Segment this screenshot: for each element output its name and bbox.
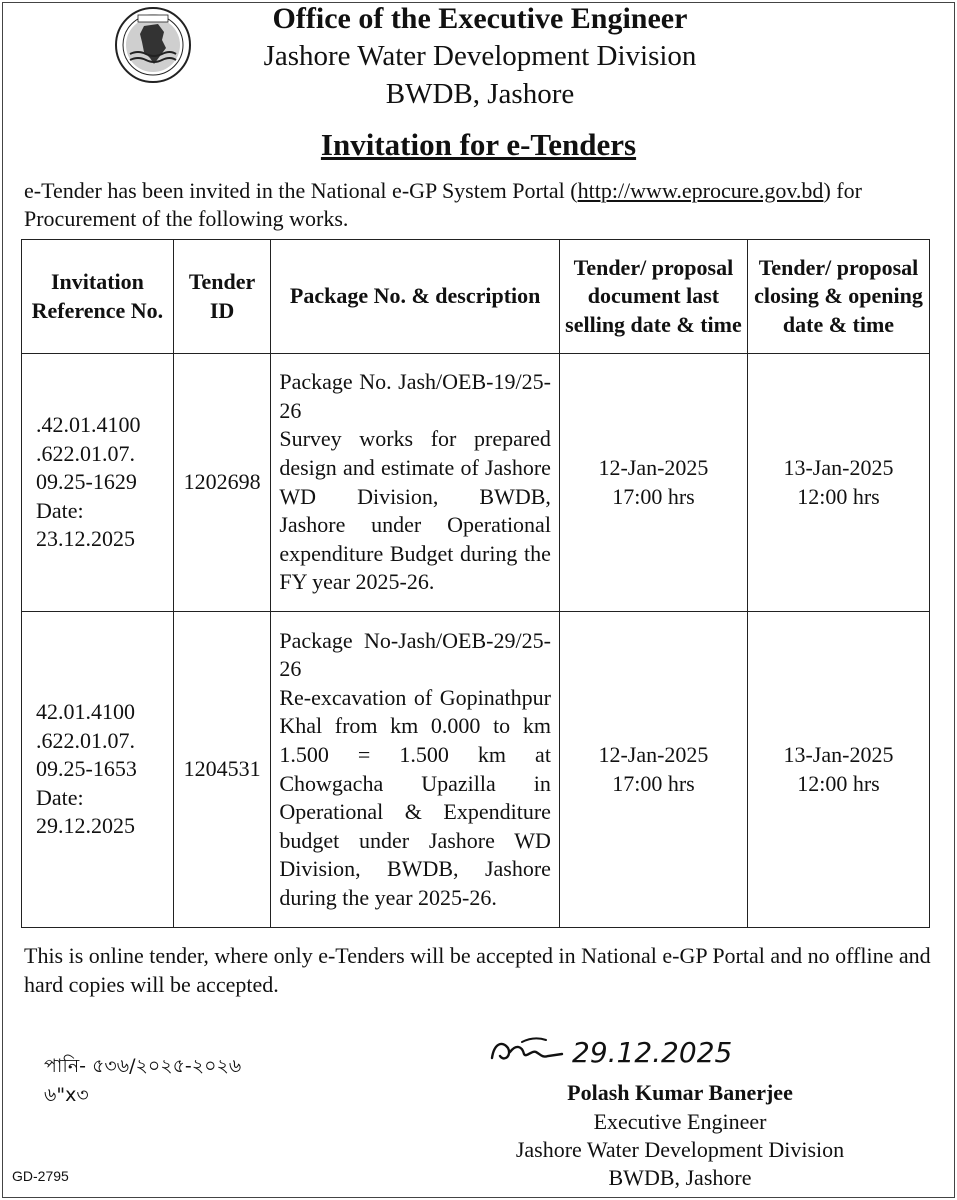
ref-line: 09.25-1629 [36,469,137,495]
col-header-ref: Invitation Reference No. [22,240,174,354]
col-header-closing: Tender/ proposal closing & opening date & time [747,240,929,354]
selling-date-cell [559,354,747,612]
selling-date-cell [559,612,747,928]
ref-line: Date: [36,784,84,810]
ref-cell [22,612,174,928]
table-row [22,612,930,928]
officer-division: Jashore Water Development Division [515,1137,845,1162]
memo-number: পানি- ৫৩৬/২০২৫-২০২৬ [44,1055,242,1077]
org-title: BWDB, Jashore [385,78,575,110]
col-header-tender-id: Tender ID [173,240,271,354]
gd-code: GD-2795 [12,1168,69,1184]
package-cell [271,612,560,928]
package-cell [271,354,560,612]
package-description: Re-excavation of Gopinathpur Khal from km 0.000 to km 1.500 = 1.500 km at Chowgacha Upazilla in Operational & Expenditure budget under Jashore WD Division, BWDB, Jashore during the year 2025-26. [279,684,551,910]
ref-line: .42.01.4100 [36,412,141,438]
eprocure-link[interactable]: http://www.eprocure.gov.bd [577,178,824,203]
col-header-package: Package No. & description [271,240,560,354]
intro-paragraph [24,177,934,233]
col-header-selling: Tender/ proposal document last selling date & time [559,240,747,354]
package-number: Package No. Jash/OEB-19/25-26 [279,369,551,423]
closing-date: 13-Jan-2025 [783,454,894,480]
memo-block [44,1052,241,1110]
tender-table [21,239,930,928]
table-row [22,354,930,612]
officer-designation: Executive Engineer [593,1109,767,1134]
package-number: Package No-Jash/OEB-29/25-26 [279,627,551,682]
ref-line: .622.01.07. [36,440,135,466]
closing-date: 13-Jan-2025 [783,741,894,767]
tender-id-cell: 1202698 [173,354,271,612]
ref-line: 42.01.4100 [36,699,135,725]
selling-time: 17:00 hrs [612,483,695,509]
ref-line: Date: [36,497,84,523]
signature-image [482,1022,752,1078]
table-header-row [22,240,930,354]
memo-size: ৬"x৩ [44,1084,89,1106]
ref-line: 09.25-1653 [36,756,137,782]
selling-time: 17:00 hrs [612,770,695,796]
closing-time: 12:00 hrs [797,770,880,796]
closing-date-cell [747,354,929,612]
division-title: Jashore Water Development Division [263,40,697,72]
ref-line: 23.12.2025 [36,526,135,552]
closing-date-cell [747,612,929,928]
intro-text-before: e-Tender has been invited in the National e-GP System Portal ( [24,178,578,203]
ref-cell [22,354,174,612]
officer-org: BWDB, Jashore [608,1165,752,1190]
notice-title: Invitation for e-Tenders [320,127,637,162]
selling-date: 12-Jan-2025 [598,741,709,767]
closing-time: 12:00 hrs [797,483,880,509]
signature-date: 29.12.2025 [572,1036,733,1069]
ref-line: .622.01.07. [36,727,135,753]
online-tender-note: This is online tender, where only e-Tenders will be accepted in National e-GP Portal and no offline and hard copies will be accepted. [24,943,931,997]
intro-text-after: ) for Procurement of the following works. [24,178,862,231]
tender-id-cell: 1204531 [173,612,271,928]
package-description: Survey works for prepared design and estimate of Jashore WD Division, BWDB, Jashore under Operational expenditure Budget during the FY year 2025-26. [279,426,551,595]
ref-line: 29.12.2025 [36,813,135,839]
officer-name: Polash Kumar Banerjee [567,1080,793,1105]
selling-date: 12-Jan-2025 [598,454,709,480]
office-title: Office of the Executive Engineer [272,2,688,35]
